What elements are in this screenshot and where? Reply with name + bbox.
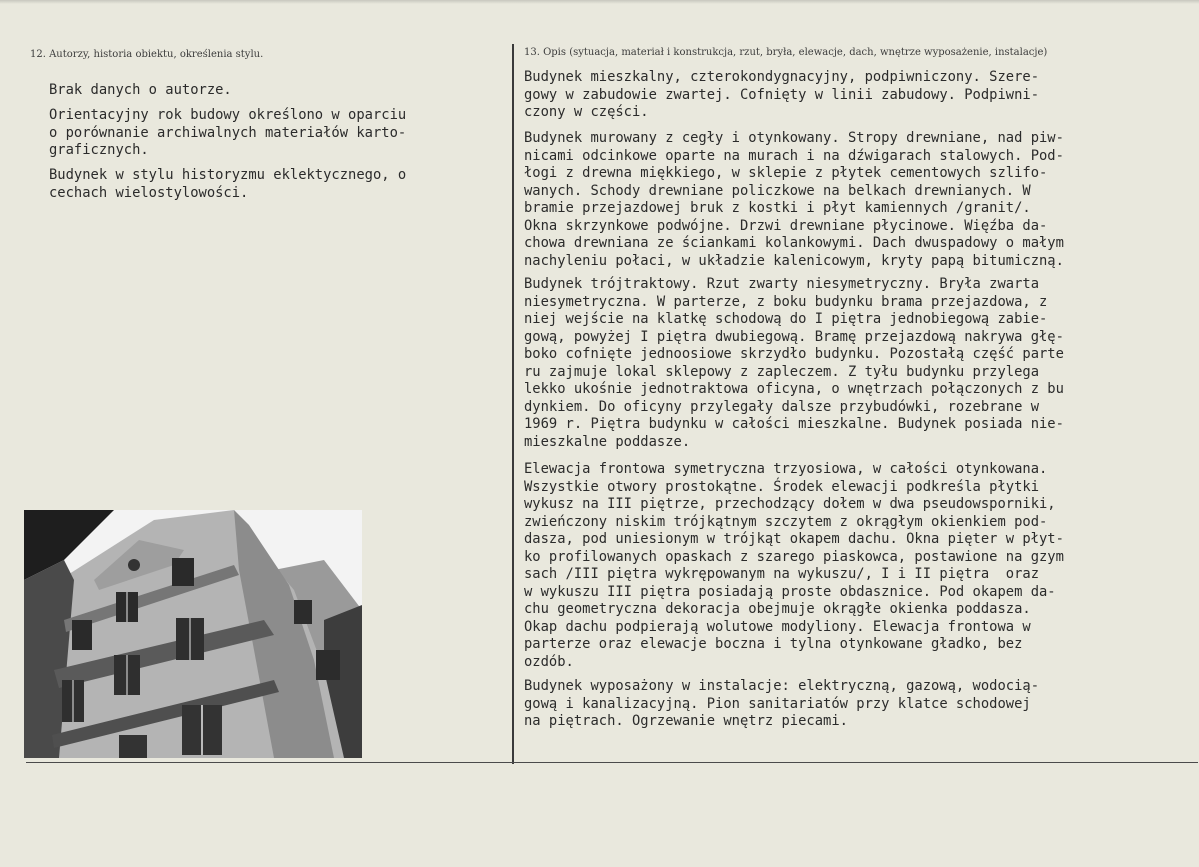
bottom-rule bbox=[26, 762, 1198, 763]
column-divider bbox=[512, 44, 514, 764]
section-12-header: 12. Autorzy, historia obiektu, określenia stylu. bbox=[30, 49, 264, 60]
description-plan: Budynek trójtraktowy. Rzut zwarty niesymetryczny. Bryła zwarta niesymetryczna. W parterze, z boku budynku brama przejazdowa, z niej wejście na klatkę schodową do I piętra jednobiegową zabie- gową, powyżej I piętra dwubiegową. Bramę przejazdową nakrywa głę- boko cofnięte jednoosiowe skrzydło budynku. Pozostałą część parte ru zajmuje lokal sklepowy z zapleczem. Z tyłu budynku przylega lekko ukośnie jednotraktowa oficyna, o wnętrzach połączonych z bu dynkiem. Do oficyny przylegały dalsze przybudówki, rozebrane w 1969 r. Piętra budynku w całości mieszkalne. Budynek posiada nie- mieszkalne poddasze. bbox=[524, 276, 1064, 450]
dating-paragraph: Orientacyjny rok budowy określono w oparciu o porównanie archiwalnych materiałów karto- graficznych. bbox=[49, 107, 407, 158]
description-situation: Budynek mieszkalny, czterokondygnacyjny, podpiwniczony. Szere- gowy w zabudowie zwartej. Cofnięty w linii zabudowy. Podpiwni- czony w części. bbox=[524, 69, 1039, 120]
author-paragraph: Brak danych o autorze. bbox=[49, 82, 232, 98]
description-materials: Budynek murowany z cegły i otynkowany. Stropy drewniane, nad piw- nicami odcinkowe oparte na murach i na dźwigarach stalowych. Pod- łogi z drewna miękkiego, w sklepie z płytek cementowych szlifo- wanych. Schody drewniane policzkowe na belkach drewnianych. W bramie przejazdowej bruk z kostki i płyt kamiennych /granit/. Okna skrzynkowe podwójne. Drzwi drewniane płycinowe. Więźba da- chowa drewniana ze ściankami kolankowymi. Dach dwuspadowy o małym nachyleniu połaci, w układzie kalenicowym, kryty papą bitumiczną. bbox=[524, 130, 1064, 269]
card-edge bbox=[0, 0, 1199, 4]
description-elevations: Elewacja frontowa symetryczna trzyosiowa, w całości otynkowana. Wszystkie otwory prostokątne. Środek elewacji podkreśla płytki wykusz na III piętrze, przechodzący dołem w dwa pseudowsporniki, zwieńczony niskim trójkątnym szczytem z okrągłym okienkiem pod- dasza, pod uniesionym w trójkąt okapem dachu. Okna pięter w płyt- ko profilowanych opaskach z szarego piaskowca, postawione na gzym sach /III piętra wykrępowanym na wykuszu/, I i II piętra oraz w wykuszu III piętra posiadają proste obdasznice. Pod okapem da- chu geometryczna dekoracja obejmuje okrągłe okienka poddasza. Okap dachu podpierają wolutowe modyliony. Elewacja frontowa w parterze oraz elewacje boczna i tylna otynkowane gładko, bez ozdób. bbox=[524, 461, 1064, 670]
section-13-header: 13. Opis (sytuacja, materiał i konstrukcja, rzut, bryła, elewacje, dach, wnętrze wyposażenie, instalacje) bbox=[524, 47, 1048, 58]
description-installations: Budynek wyposażony w instalacje: elektryczną, gazową, wodocią- gową i kanalizacyjną. Pion sanitariatów przy klatce schodowej na piętrach. Ogrzewanie wnętrz piecami. bbox=[524, 678, 1039, 729]
building-photo bbox=[24, 510, 362, 758]
style-paragraph: Budynek w stylu historyzmu eklektycznego, o cechach wielostylowości. bbox=[49, 167, 407, 201]
